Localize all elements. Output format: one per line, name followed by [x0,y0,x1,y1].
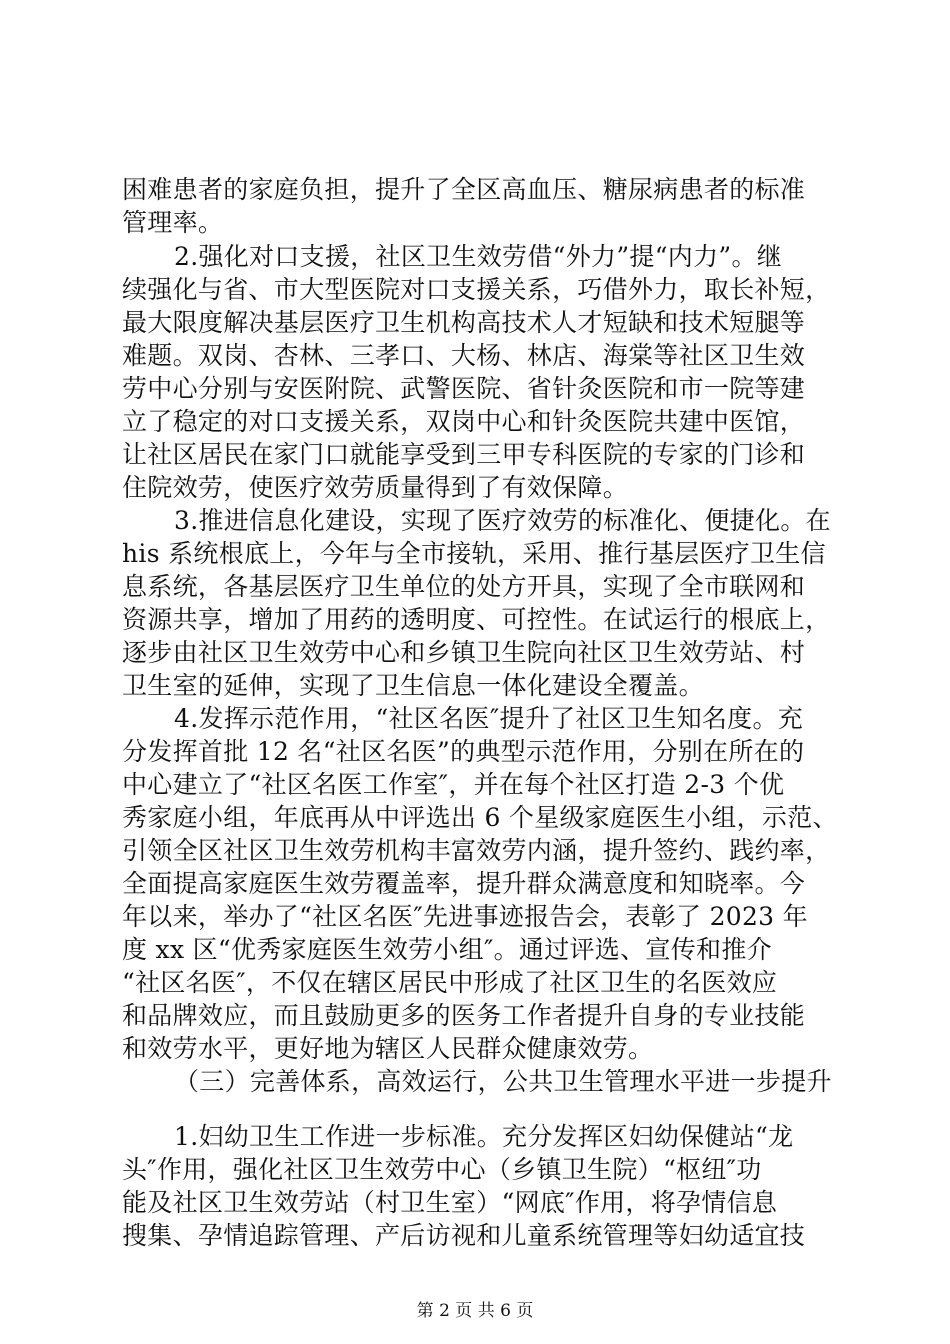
text-line: 引领全区社区卫生效劳机构丰富效劳内涵，提升签约、践约率， [122,836,831,865]
text-line: 资源共享，增加了用药的透明度、可控性。在试运行的根底上， [122,605,831,634]
paragraph-start: 4.发挥示范作用，“社区名医″提升了社区卫生知名度。充 [174,704,804,733]
text-line: 劳中心分别与安医附院、武警医院、省针灸医院和市一院等建 [122,374,806,403]
section-heading: （三）完善体系，高效运行，公共卫生管理水平进一步提升 [174,1067,832,1096]
text-line: 卫生室的延伸，实现了卫生信息一体化建设全覆盖。 [122,671,704,700]
text-line: 和品牌效应，而且鼓励更多的医务工作者提升自身的专业技能 [122,1001,806,1030]
page-footer: 第 2 页 共 6 页 [416,1301,534,1321]
text-line: 分发挥首批 12 名“社区名医”的典型示范作用，分别在所在的 [122,737,805,766]
paragraph-start: 1.妇幼卫生工作进一步标准。充分发挥区妇幼保健站“龙 [174,1122,794,1151]
text-line: 让社区居民在家门口就能享受到三甲专科医院的专家的门诊和 [122,440,806,469]
text-line: 中心建立了“社区名医工作室″，并在每个社区打造 2-3 个优 [122,770,785,799]
text-line: 续强化与省、市大型医院对口支援关系，巧借外力，取长补短， [122,275,831,304]
text-line: 全面提高家庭医生效劳覆盖率，提升群众满意度和知晓率。今 [122,869,806,898]
text-line: 最大限度解决基层医疗卫生机构高技术人才短缺和技术短腿等 [122,308,806,337]
text-line: 难题。双岗、杏林、三孝口、大杨、林店、海棠等社区卫生效 [122,341,806,370]
text-line: 息系统，各基层医疗卫生单位的处方开具，实现了全市联网和 [122,572,806,601]
text-line: 搜集、孕情追踪管理、产后访视和儿童系统管理等妇幼适宜技 [122,1221,806,1250]
text-line: 管理率。 [122,208,224,237]
text-line: 立了稳定的对口支援关系，双岗中心和针灸医院共建中医馆， [122,407,806,436]
text-line: his 系统根底上，今年与全市接轨，采用、推行基层医疗卫生信 [122,539,826,568]
text-line: 住院效劳，使医疗效劳质量得到了有效保障。 [122,473,629,502]
text-line: “社区名医″，不仅在辖区居民中形成了社区卫生的名医效应 [122,968,778,997]
text-line: 逐步由社区卫生效劳中心和乡镇卫生院向社区卫生效劳站、村 [122,638,806,667]
paragraph-start: 2.强化对口支援，社区卫生效劳借“外力”提“内力”。继 [174,242,783,271]
text-line: 年以来，举办了“社区名医″先进事迹报告会，表彰了 2023 年 [122,902,808,931]
text-line: 能及社区卫生效劳站（村卫生室）“网底″作用，将孕情信息 [122,1188,778,1217]
text-line: 头″作用，强化社区卫生效劳中心（乡镇卫生院）“枢纽″功 [122,1155,762,1184]
text-line: 秀家庭小组，年底再从中评选出 6 个星级家庭医生小组，示范、 [122,803,838,832]
paragraph-start: 3.推进信息化建设，实现了医疗效劳的标准化、便捷化。在 [174,506,831,535]
text-line: 和效劳水平，更好地为辖区人民群众健康效劳。 [122,1034,654,1063]
text-line: 度 xx 区“优秀家庭医生效劳小组″。通过评选、宣传和推介 [122,935,772,964]
text-line: 困难患者的家庭负担，提升了全区高血压、糖尿病患者的标准 [122,175,806,204]
